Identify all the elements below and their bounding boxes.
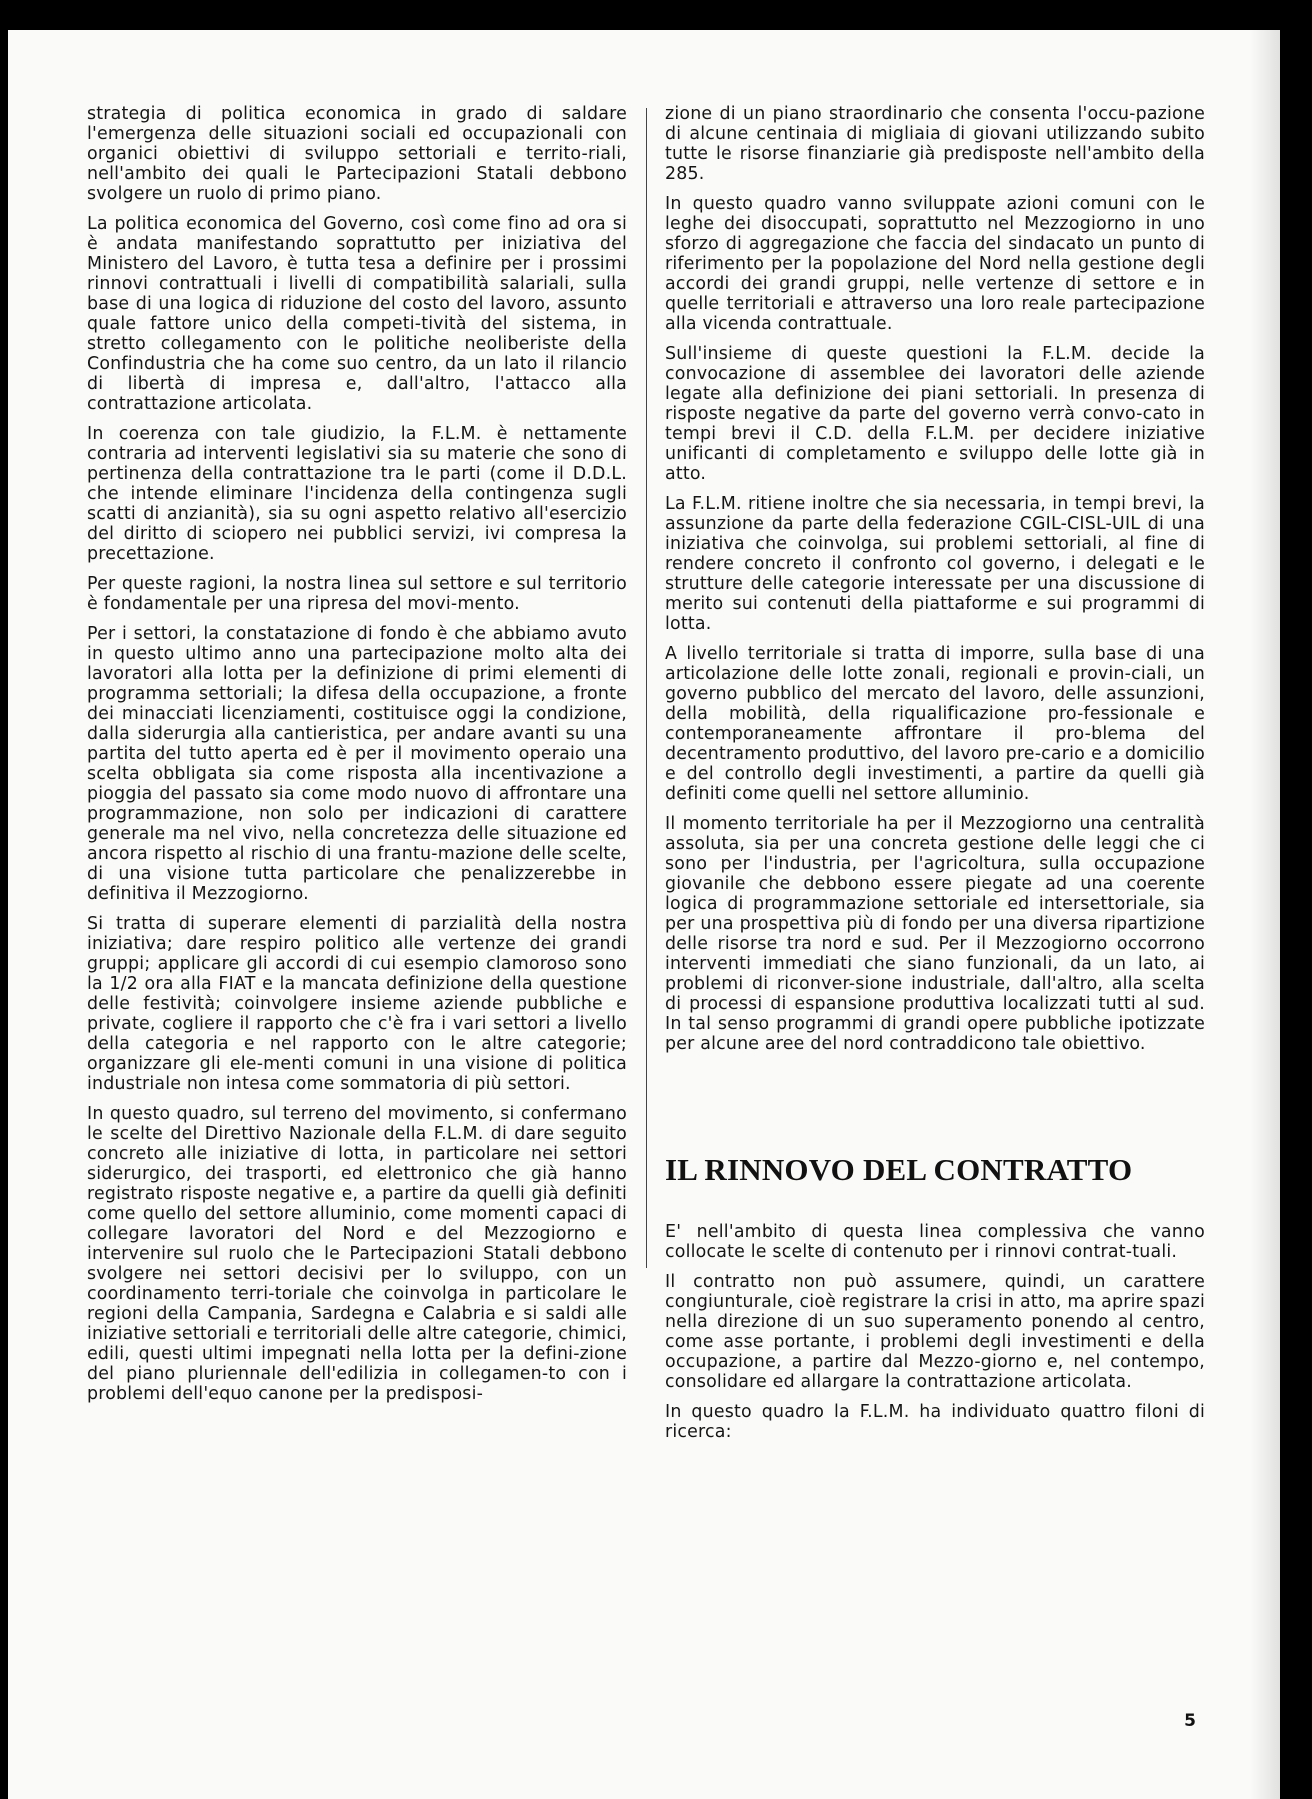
right-paragraph-6: Il momento territoriale ha per il Mezzogiorno una centralità assoluta, sia per una concreta gestione delle leggi che ci sono per l'industria, per l'agricoltura, sulla occupazione giovanile che debbono essere piegate ad una coerente logica di programmazione settoriale ed intersettoriale, sia per una prospettiva più di fondo per una diversa ripartizione delle risorse tra nord e sud. Per il Mezzogiorno occorrono interventi immediati che siano funzionali, da un lato, ai problemi di riconver-sione industriale, dall'altro, alla scelta di processi di espansione produttiva localizzati tutti al sud. In tal senso programmi di grandi opere pubbliche ipotizzate per alcune aree del nord contraddicono tale obiettivo. [665,814,1205,1054]
column-divider [646,108,647,1268]
left-paragraph-7: In questo quadro, sul terreno del movimento, si confermano le scelte del Direttivo Nazionale della F.L.M. di dare seguito concreto alle iniziative di lotta, in particolare nei settori siderurgico, dei trasporti, ed elettronico che già hanno registrato risposte negative e, a partire da quelli già definiti come quello del settore alluminio, come momenti capaci di collegare lavoratori del Nord e del Mezzogiorno e intervenire sul ruolo che le Partecipazioni Statali debbono svolgere nei settori decisivi per lo sviluppo, con un coordinamento terri-toriale che coinvolga in particolare le regioni della Campania, Sardegna e Calabria e si saldi alle iniziative settoriali e territoriali delle altre categorie, chimici, edili, questi ultimi impegnati nella lotta per la defini-zione del piano pluriennale dell'edilizia in collegamen-to con i problemi dell'equo canone per la predisposi- [87,1104,627,1404]
left-paragraph-4: Per queste ragioni, la nostra linea sul settore e sul territorio è fondamentale per una ripresa del movi-mento. [87,574,627,614]
left-paragraph-5: Per i settori, la constatazione di fondo è che abbiamo avuto in questo ultimo anno una partecipazione molto alta dei lavoratori alla lotta per la definizione di primi elementi di programma settoriali; la difesa della occupazione, a fronte dei minacciati licenziamenti, costituisce oggi la condizione, dalla siderurgia alla cantieristica, per andare avanti su una partita del tutto aperta ed è per il movimento operaio una scelta obbligata sia come risposta alla incentivazione a pioggia del passato sia come modo nuovo di affrontare una programmazione, non solo per indicazioni di carattere generale ma nel vivo, nella concretezza delle situazione ed ancora rispetto al rischio di una frantu-mazione delle scelte, di una visione tutta particolare che penalizzerebbe in definitiva il Mezzogiorno. [87,624,627,904]
right-paragraph-4: La F.L.M. ritiene inoltre che sia necessaria, in tempi brevi, la assunzione da parte della federazione CGIL-CISL-UIL di una iniziativa che coinvolga, sui problemi settoriali, al fine di rendere concreto il confronto col governo, i delegati e le strutture delle categorie interessate per una discussione di merito sui contenuti della piattaforme e sui programmi di lotta. [665,494,1205,634]
right-paragraph-1: zione di un piano straordinario che consenta l'occu-pazione di alcune centinaia di migliaia di giovani utilizzando subito tutte le risorse finanziarie già predisposte nell'ambito della 285. [665,104,1205,184]
left-paragraph-1: strategia di politica economica in grado di saldare l'emergenza delle situazioni sociali ed occupazionali con organici obiettivi di sviluppo settoriali e territo-riali, nell'ambito dei quali le Partecipazioni Statali debbono svolgere un ruolo di primo piano. [87,104,627,204]
left-paragraph-6: Si tratta di superare elementi di parzialità della nostra iniziativa; dare respiro politico alle vertenze dei grandi gruppi; applicare gli accordi di cui esempio clamoroso sono la 1/2 ora alla FIAT e la mancata definizione della questione delle festività; coinvolgere insieme aziende pubbliche e private, cogliere il rapporto che c'è fra i vari settori a livello della categoria e nel rapporto con le altre categorie; organizzare gli ele-menti comuni in una visione di politica industriale non intesa come sommatoria di più settori. [87,914,627,1094]
section-heading: IL RINNOVO DEL CONTRATTO [665,1152,1133,1187]
left-paragraph-3: In coerenza con tale giudizio, la F.L.M. è nettamente contraria ad interventi legislativi sia su materie che sono di pertinenza della contrattazione tra le parti (come il D.D.L. che intende eliminare l'incidenza della contingenza sugli scatti di anzianità), sia su ogni aspetto relativo all'esercizio del diritto di sciopero nei pubblici servizi, ivi compresa la precettazione. [87,424,627,564]
section-paragraph-1: E' nell'ambito di questa linea complessiva che vanno collocate le scelte di contenuto per i rinnovi contrat-tuali. [665,1222,1205,1262]
right-paragraph-3: Sull'insieme di queste questioni la F.L.M. decide la convocazione di assemblee dei lavoratori delle aziende legate alla definizione dei piani settoriali. In presenza di risposte negative da parte del governo verrà convo-cato in tempi brevi il C.D. della F.L.M. per decidere iniziative unificanti di completamento e sviluppo delle lotte già in atto. [665,344,1205,484]
document-page [8,30,1280,1799]
right-column [665,104,1205,1452]
left-column [87,104,627,1414]
section-paragraph-3: In questo quadro la F.L.M. ha individuato quattro filoni di ricerca: [665,1402,1205,1442]
section-paragraph-2: Il contratto non può assumere, quindi, un carattere congiunturale, cioè registrare la crisi in atto, ma aprire spazi nella direzione di un suo superamento ponendo al centro, come asse portante, i problemi degli investimenti e della occupazione, a partire dal Mezzo-giorno e, nel contempo, consolidare ed allargare la contrattazione articolata. [665,1272,1205,1392]
page-number: 5 [1184,1711,1196,1731]
left-paragraph-2: La politica economica del Governo, così come fino ad ora si è andata manifestando soprattutto per iniziativa del Ministero del Lavoro, è tutta tesa a definire per i prossimi rinnovi contrattuali i livelli di compatibilità salariali, sulla base di una logica di riduzione del costo del lavoro, assunto quale fattore unico della competi-tività del sistema, in stretto collegamento con le politiche neoliberiste della Confindustria che ha come suo centro, da un lato il rilancio di libertà di impresa e, dall'altro, l'attacco alla contrattazione articolata. [87,214,627,414]
page-edge-shadow [1250,30,1280,1799]
right-paragraph-2: In questo quadro vanno sviluppate azioni comuni con le leghe dei disoccupati, soprattutto nel Mezzogiorno in uno sforzo di aggregazione che faccia del sindacato un punto di riferimento per la popolazione del Nord nella gestione degli accordi dei grandi gruppi, nelle vertenze di settore e in quelle territoriali e attraverso una loro reale partecipazione alla vicenda contrattuale. [665,194,1205,334]
right-paragraph-5: A livello territoriale si tratta di imporre, sulla base di una articolazione delle lotte zonali, regionali e provin-ciali, un governo pubblico del mercato del lavoro, delle assunzioni, della mobilità, della riqualificazione pro-fessionale e contemporaneamente affrontare il pro-blema del decentramento produttivo, del lavoro pre-cario e a domicilio e del controllo degli investimenti, a partire da quelli già definiti come quelli nel settore alluminio. [665,644,1205,804]
